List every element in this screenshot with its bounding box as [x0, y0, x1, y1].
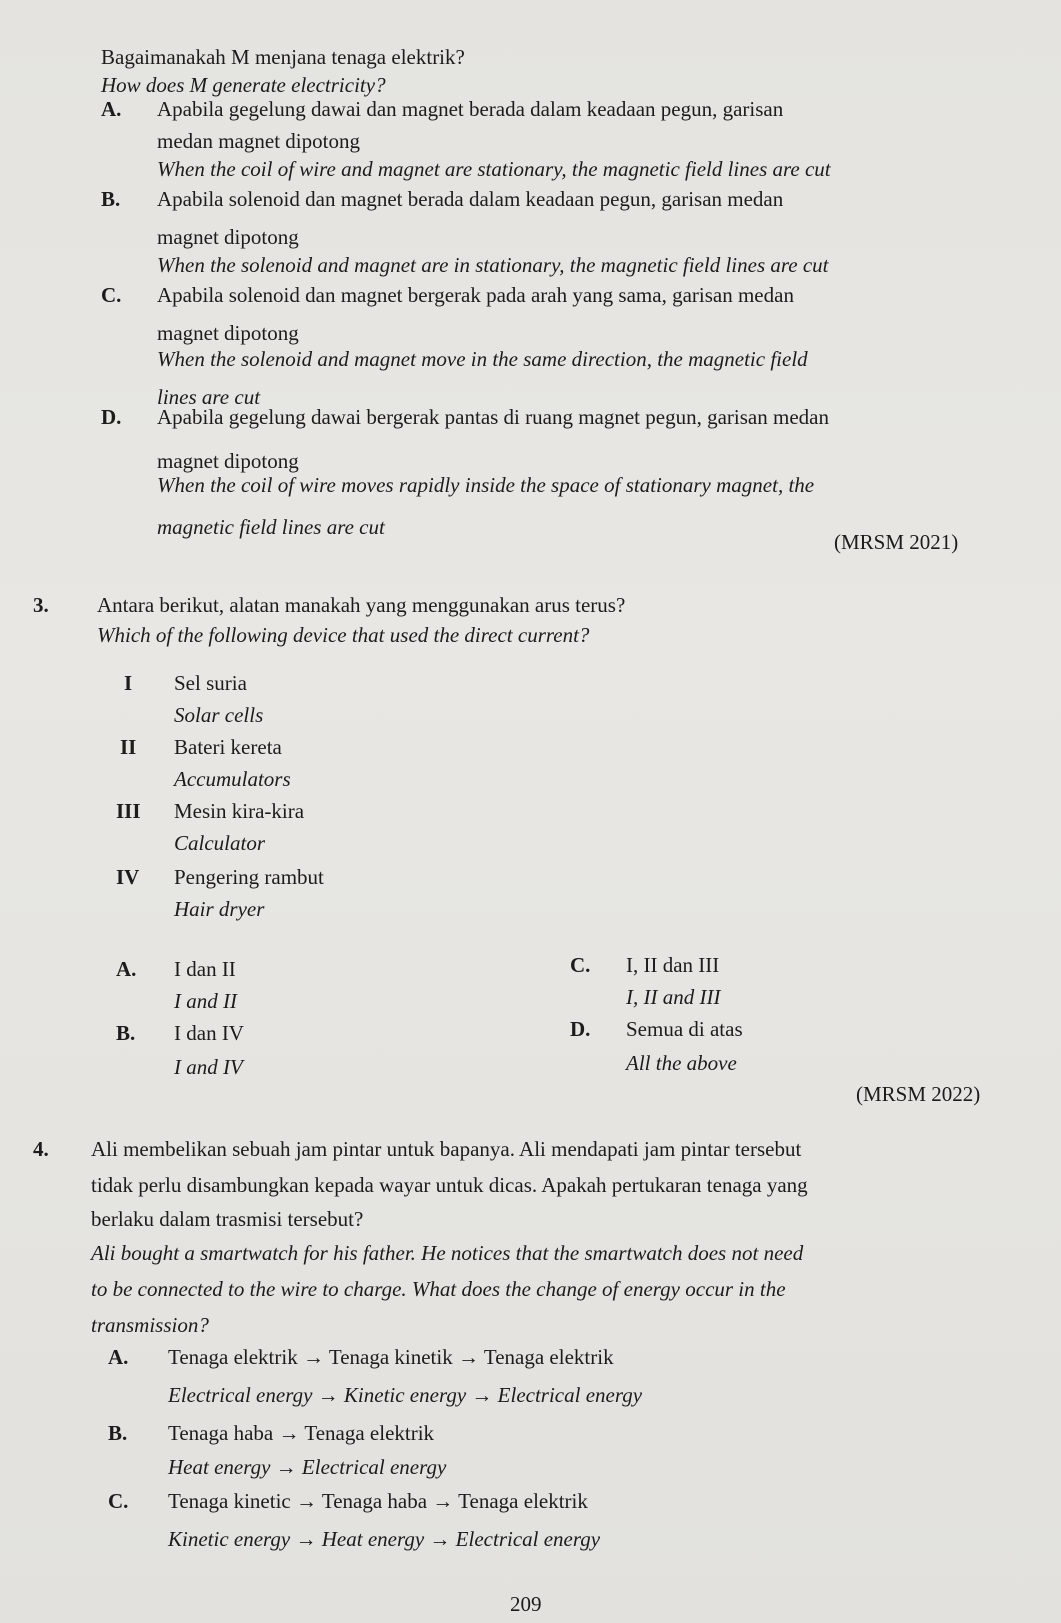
option-label: C.	[101, 283, 122, 307]
q3-stem-ms-line	[33, 592, 625, 618]
q3-item-1-en: Solar cells	[174, 703, 264, 727]
option-label: D.	[101, 405, 122, 429]
q2-option-d-ms-2: magnet dipotong	[157, 449, 299, 473]
q2-option-d-en-2: magnetic field lines are cut	[157, 515, 385, 539]
q4-stem-ms-line-2: tidak perlu disambungkan kepada wayar untuk dicas. Apakah pertukaran tenaga yang	[91, 1173, 808, 1197]
q4-stem-en-line-3: transmission?	[91, 1313, 209, 1337]
q3-item-4-en: Hair dryer	[174, 897, 265, 921]
q4-option-a-en: Electrical energy → Kinetic energy → Electrical energy	[168, 1383, 643, 1407]
q4-stem-ms-line-1: 4. Ali membelikan sebuah jam pintar untuk bapanya. Ali mendapati jam pintar tersebut	[33, 1137, 802, 1161]
q3-item-2: II Bateri kereta	[120, 735, 282, 759]
q2-option-a-ms-2: medan magnet dipotong	[157, 129, 360, 153]
q4-option-c-en: Kinetic energy → Heat energy → Electrical energy	[168, 1527, 601, 1551]
q3-item-1: I Sel suria	[124, 671, 247, 695]
q4-option-b: B. Tenaga haba → Tenaga elektrik	[108, 1421, 435, 1445]
q3-option-d: D. Semua di atas	[570, 1017, 743, 1041]
q2-stem-ms: Bagaimanakah M menjana tenaga elektrik?	[101, 45, 465, 69]
q2-option-a-en: When the coil of wire and magnet are stationary, the magnetic field lines are cut	[157, 157, 831, 181]
q4-option-b-en: Heat energy → Electrical energy	[168, 1455, 447, 1479]
q3-option-a-en: I and II	[174, 989, 237, 1013]
q3-option-c-en: I, II and III	[626, 985, 721, 1009]
q3-item-3: III Mesin kira-kira	[116, 799, 305, 823]
q2-option-d: D. Apabila gegelung dawai bergerak pantas di ruang magnet pegun, garisan medan	[101, 405, 829, 429]
q2-option-a: A. Apabila gegelung dawai dan magnet berada dalam keadaan pegun, garisan	[101, 97, 784, 121]
q3-option-d-en: All the above	[626, 1051, 737, 1075]
q2-option-c: C. Apabila solenoid dan magnet bergerak pada arah yang sama, garisan medan	[101, 283, 794, 307]
page-number: 209	[510, 1592, 542, 1616]
q2-option-d-en-1: When the coil of wire moves rapidly inside the space of stationary magnet, the	[157, 473, 815, 497]
q3-stem-en: Which of the following device that used the direct current?	[97, 623, 590, 647]
q3-option-c: C. I, II dan III	[570, 953, 720, 977]
q2-option-b-ms-2: magnet dipotong	[157, 225, 299, 249]
q4-stem-en-line-1: Ali bought a smartwatch for his father. He notices that the smartwatch does not need	[91, 1241, 804, 1265]
q2-option-b-en: When the solenoid and magnet are in stationary, the magnetic field lines are cut	[157, 253, 829, 277]
q3-option-a: A. I dan II	[116, 957, 236, 981]
q4-option-c: C. Tenaga kinetic → Tenaga haba → Tenaga elektrik	[108, 1489, 588, 1513]
q3-number: 3.	[33, 593, 49, 617]
q3-stem-ms: Antara berikut, alatan manakah yang menggunakan arus terus?	[97, 593, 626, 617]
q2-option-c-en-1: When the solenoid and magnet move in the same direction, the magnetic field	[157, 347, 808, 371]
q3-option-b: B. I dan IV	[116, 1021, 244, 1045]
option-label: B.	[101, 187, 121, 211]
option-label: A.	[101, 97, 122, 121]
q2-source: (MRSM 2021)	[834, 530, 959, 554]
q3-source: (MRSM 2022)	[856, 1082, 981, 1106]
q4-number: 4.	[33, 1137, 49, 1161]
q4-stem-ms-line-3: berlaku dalam trasmisi tersebut?	[91, 1207, 364, 1231]
q3-item-4: IV Pengering rambut	[116, 865, 324, 889]
q3-option-b-en: I and IV	[174, 1055, 243, 1079]
q2-option-c-ms-2: magnet dipotong	[157, 321, 299, 345]
q4-stem-en-line-2: to be connected to the wire to charge. What does the change of energy occur in the	[91, 1277, 786, 1301]
q2-option-c-en-2: lines are cut	[157, 385, 261, 409]
q3-item-2-en: Accumulators	[174, 767, 291, 791]
q4-option-a: A. Tenaga elektrik → Tenaga kinetik → Tenaga elektrik	[108, 1345, 614, 1369]
q3-item-3-en: Calculator	[174, 831, 266, 855]
q2-stem-en: How does M generate electricity?	[101, 73, 386, 97]
q2-option-b: B. Apabila solenoid dan magnet berada dalam keadaan pegun, garisan medan	[101, 187, 784, 211]
